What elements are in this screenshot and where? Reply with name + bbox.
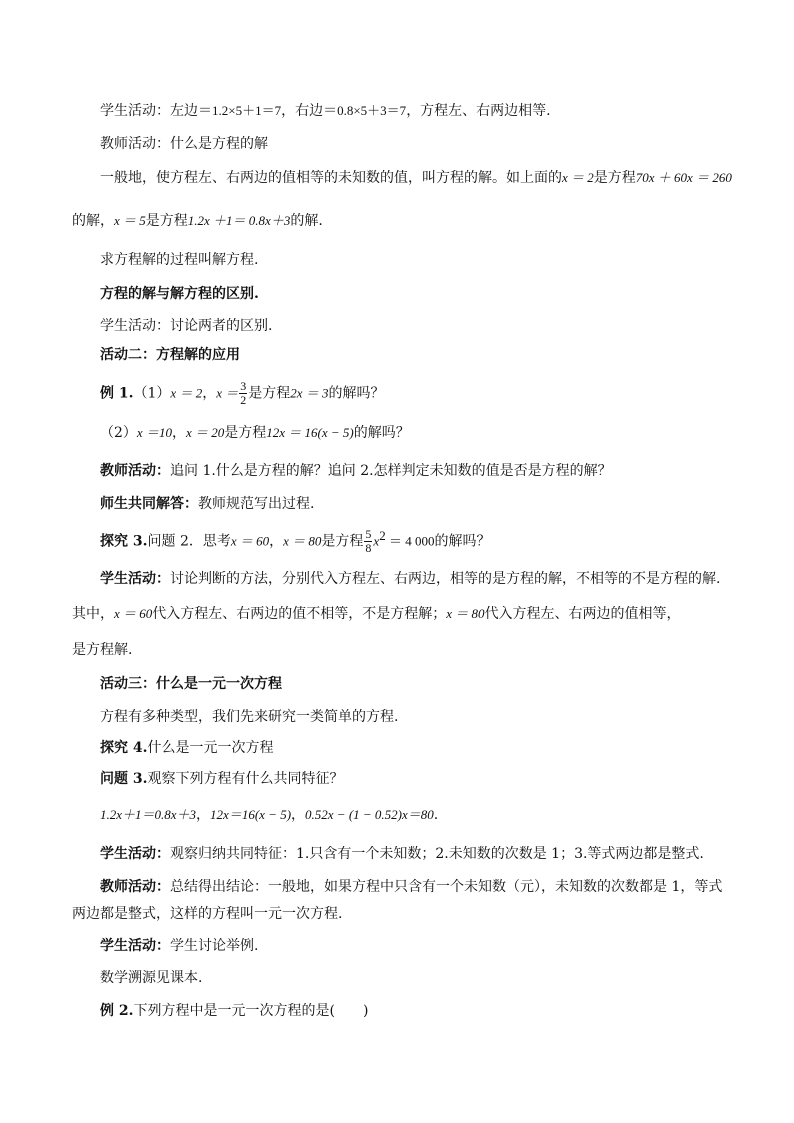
section-activity-three: 活动三：什么是一元一次方程 [100,676,282,692]
equation: x ＝ 2 [170,385,203,401]
equation: x ＝ 20 [185,425,225,440]
equation: x ＝ 2 [562,170,594,185]
label: 教师活动： [100,463,170,479]
math-history-note: 数学溯源见课本. [100,970,203,986]
label: 探究 3. [100,533,148,550]
equation: 70x ＋ 60x ＝ 260 [635,170,732,185]
label: 学生活动： [100,571,170,587]
explore-4: 探究 4.什么是一元一次方程 [100,740,274,756]
student-activity-method: 学生活动：讨论判断的方法，分别代入方程左、右两边，相等的是方程的解，不相等的不是方程的解. [100,571,721,587]
label: 例 1. [100,385,134,402]
heading-difference: 方程的解与解方程的区别. [100,286,259,302]
label: 师生共同解答： [100,496,198,512]
question-3: 问题 3.观察下列方程有什么共同特征？ [100,771,344,787]
equation: 12x＝16(x − 5) [210,807,292,822]
joint-solution: 师生共同解答：教师规范写出过程. [100,496,315,512]
equation-list: 1.2x＋1＝0.8x＋3，12x＝16(x − 5)，0.52x − (1 − 0.52)x＝80. [100,807,439,823]
section-activity-two: 活动二：方程解的应用 [100,347,240,363]
example-1-part-1: 例 1.（1）x ＝ 2，x ＝ $\frac{3}{2}$ 是方程2x ＝ 3的解吗？ [100,379,385,407]
label: 学生活动： [100,846,170,862]
label: 学生活动： [100,938,170,954]
equation-types: 方程有多种类型，我们先来研究一类简单的方程. [100,709,399,725]
explanation-line-1: 其中，x ＝ 60代入方程左、右两边的值不相等，不是方程解；x ＝ 80代入方程左、右两边的值相等， [72,606,681,622]
example-2: 例 2.下列方程中是一元一次方程的是( ) [100,1003,369,1019]
equation: x ＝10 [136,425,172,440]
equation: x ＝ 80 [446,606,485,621]
definition-line-2: 的解，x ＝ 5是方程1.2x ＋1＝ 0.8x＋3的解. [72,213,323,229]
teacher-activity-conclusion: 教师活动：总结得出结论：一般地，如果方程中只含有一个未知数（元），未知数的次数都是 1，等式 [100,879,723,895]
solving-definition: 求方程解的过程叫解方程. [100,252,259,268]
equation: 0.8×5＋3＝7 [337,103,407,118]
student-activity-discuss: 学生活动：讨论两者的区别. [100,318,273,334]
equation: x ＝ [216,385,239,401]
teacher-activity-followup: 教师活动：追问 1.什么是方程的解？追问 2.怎样判定未知数的值是否是方程的解？ [100,463,612,479]
student-activity-examples: 学生活动：学生讨论举例. [100,938,259,954]
explore-3: 探究 3.问题 2．思考x ＝ 60，x ＝ 80是方程 $\frac{5}{8}$ $x^2 = 4$ 000的解吗？ [100,527,491,556]
label: 学生活动： [100,103,170,119]
label: 教师活动： [100,879,170,895]
student-activity-features: 学生活动：观察归纳共同特征：1.只含有一个未知数；2.未知数的次数是 1；3.等式两边都是整式. [100,846,704,862]
equation: x ＝ 60 [114,606,153,621]
teacher-activity-question: 教师活动：什么是方程的解 [100,136,268,152]
student-activity-line-1: 学生活动：左边＝1.2×5＋1＝7，右边＝0.8×5＋3＝7，方程左、右两边相等. [100,103,551,119]
explanation-line-2: 是方程解. [72,642,133,658]
fraction: $\frac{5}{8}$ [365,527,372,556]
equation: x ＝ 5 [114,213,146,228]
equation: 1.2×5＋1＝7 [212,103,282,118]
equation: x ＝ 60 [230,533,270,549]
fraction: $\frac{3}{2}$ [240,379,247,407]
conclusion-line-2: 两边都是整式，这样的方程叫一元一次方程. [72,906,343,922]
equation: 0.52x − (1 − 0.52)x＝80 [305,807,434,822]
label: 探究 4. [100,740,148,756]
label: 例 2. [100,1003,134,1019]
equation: 1.2x ＋1＝ 0.8x＋3 [187,213,291,228]
label: 问题 3. [100,771,148,787]
equation: 2x ＝ 3 [290,385,329,401]
equation: 12x ＝ 16(x − 5) [266,425,354,440]
definition-line-1: 一般地，使方程左、右两边的值相等的未知数的值，叫方程的解。如上面的x ＝ 2是方程70x ＋ 60x ＝ 260 [100,170,732,186]
equation: 1.2x＋1＝0.8x＋3 [100,807,197,822]
example-1-part-2: （2）x ＝10，x ＝ 20是方程12x ＝ 16(x − 5)的解吗？ [100,425,410,441]
equation: x ＝ 80 [283,533,322,549]
